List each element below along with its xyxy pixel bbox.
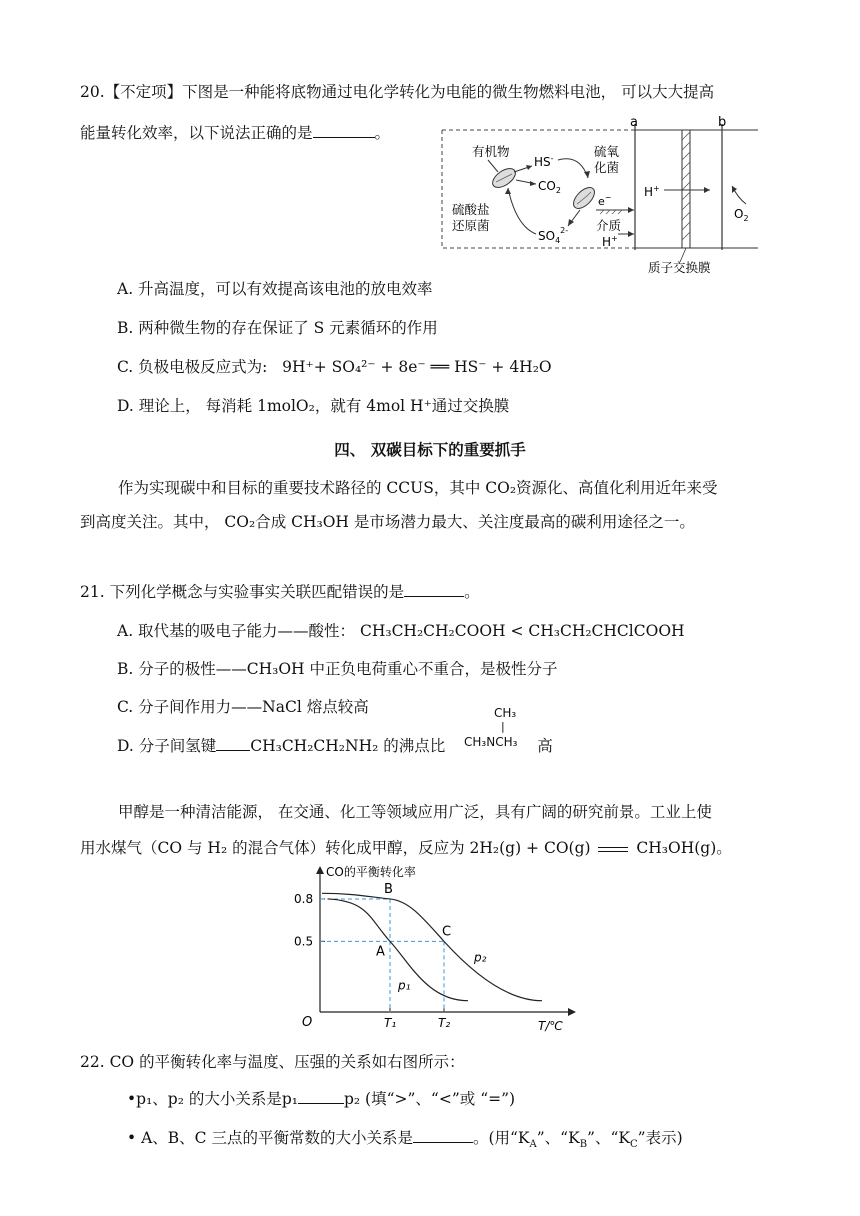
series-label-p2: p₂ [474,950,487,965]
x-tick-label: T₁ [384,1016,397,1030]
q20-option-d[interactable]: D. 理论上， 每消耗 1molO₂，就有 4mol H⁺通过交换膜 [117,397,510,415]
point-C: C [442,924,452,940]
q21-option-d-end: 高 [537,737,553,755]
q20-option-b[interactable]: B. 两种微生物的存在保证了 S 元素循环的作用 [117,319,438,337]
methanol-reaction: 用水煤气（CO 与 H₂ 的混合气体）转化成甲醇，反应为 2H₂(g) + CO(g) [80,839,591,857]
q22-bullet-2-text: • A、B、C 三点的平衡常数的大小关系是 [127,1129,413,1147]
x-axis-arrow [568,1008,576,1016]
section-4-title: 四、 双碳目标下的重要抓手 [334,441,526,459]
q22-bullet-1-end: p₂ (填“>”、“<”或 “=”) [343,1090,516,1108]
trimethylamine-bond: | [501,720,505,733]
q20-stem-line1: 20.【不定项】下图是一种能将底物通过电化学转化为电能的微生物燃料电池， 可以大大提高 [80,83,715,101]
q22-bullet-1-text: •p₁、p₂ 的大小关系是p₁ [127,1090,298,1108]
electrode-a-label: a [630,116,638,130]
electrode-b-label: b [718,116,727,130]
q21-option-c[interactable]: C. 分子间作用力——NaCl 熔点较高 [117,698,369,716]
methanol-para-line2 [80,836,732,858]
q21-stem-text: 21. 下列化学概念与实验事实关联匹配错误的是 [80,583,405,601]
series-label-p1: p₁ [398,978,411,993]
sulfur-oxidizer-label-2: 化菌 [594,160,620,175]
q22-k-open: 。(用“K [472,1129,530,1147]
h-plus-anode-label: H+ [602,234,618,249]
co-conversion-chart [292,862,582,1034]
h-plus-cell-label: H+ [644,184,660,199]
equilibrium-sign [598,847,628,852]
q20-option-c[interactable] [117,355,552,377]
point-B: B [384,881,393,897]
hs-transfer-arrow [558,159,588,178]
y-axis-label: CO的平衡转化率 [326,865,416,879]
so4-label: $SO_4^{2-}$ [538,226,569,245]
origin-label: O [302,1015,313,1030]
trimethylamine-formula: CH₃NCH₃ [464,735,518,749]
hs-label: HS- [534,154,554,169]
sulfate-reducer-label-2: 还原菌 [452,218,490,233]
q20-answer-blank[interactable] [313,137,375,138]
trimethylamine-top-methyl: CH₃ [494,706,517,720]
q21-option-d-text: D. 分子间氢键 [117,737,217,755]
methanol-para-line1: 甲醇是一种清洁能源， 在交通、化工等领域应用广泛，具有广阔的研究前景。工业上使 [118,803,712,821]
q21-stem [80,580,480,602]
q21-option-b[interactable]: B. 分子的极性——CH₃OH 中正负电荷重心不重合，是极性分子 [117,660,558,678]
y-tick-label: 0.8 [294,891,314,906]
q22-ka-sub: A [529,1139,537,1151]
x-axis-label: T/℃ [538,1019,563,1033]
q21-option-d-underline [216,750,250,751]
q20-option-c-equation: 9H⁺+ SO₄²⁻ + 8e⁻ ══ HS⁻ + 4H₂O [282,358,552,376]
q22-stem: 22. CO 的平衡转化率与温度、压强的关系如右图所示： [80,1053,465,1071]
section-4-para-line1: 作为实现碳中和目标的重要技术路径的 CCUS，其中 CO₂资源化、高值化利用近年来受 [118,479,718,497]
q20-stem-text: 能量转化效率，以下说法正确的是 [80,124,313,142]
sulfur-oxidizer-label-1: 硫氧 [594,144,620,159]
y-tick-label: 0.5 [294,934,314,949]
q21-option-a[interactable]: A. 取代基的吸电子能力——酸性： CH₃CH₂CH₂COOH < CH₃CH₂CHClCOOH [117,622,685,640]
q20-stem-end: 。 [374,124,391,142]
organic-label: 有机物 [472,144,510,159]
q22-pressure-blank[interactable] [298,1103,344,1104]
q20-stem-line2 [80,121,390,143]
o2-label: $O_2$ [734,207,749,223]
sulfate-reducer-label-1: 硫酸盐 [452,202,490,217]
membrane-label: 质子交换膜 [648,260,711,275]
q20-option-a[interactable]: A. 升高温度，可以有效提高该电池的放电效率 [117,280,433,298]
q20-option-c-text: C. 负极电极反应式为: [117,358,268,376]
co2-label: $CO_2$ [538,179,561,195]
methanol-product: CH₃OH(g)。 [636,839,732,857]
q22-bullet-2 [127,1126,683,1151]
x-tick-label: T₂ [438,1016,451,1030]
fuel-cell-diagram [440,116,770,276]
y-axis-arrow [316,866,324,874]
q22-kb-sub: B [579,1139,588,1151]
so4-return-arrow [508,188,536,234]
q22-k-sep1: ”、“K [536,1129,580,1147]
q21-stem-end: 。 [464,583,480,601]
q21-option-d-compound: CH₃CH₂CH₂NH₂ 的沸点比 [250,737,446,755]
q22-k-close: ”表示) [637,1129,683,1147]
q22-kc-sub: C [629,1139,638,1151]
electron-label: e− [598,193,612,208]
point-A: A [376,944,385,960]
q22-constant-blank[interactable] [413,1142,473,1143]
medium-label: 介质 [596,218,622,233]
section-4-para-line2: 到高度关注。其中， CO₂合成 CH₃OH 是市场潜力最大、关注度最高的碳利用途径之一。 [80,513,695,531]
q22-k-sep2: ”、“K [587,1129,630,1147]
q22-bullet-1 [127,1087,515,1109]
curve-p2 [322,893,542,1000]
q21-answer-blank[interactable] [404,596,464,597]
